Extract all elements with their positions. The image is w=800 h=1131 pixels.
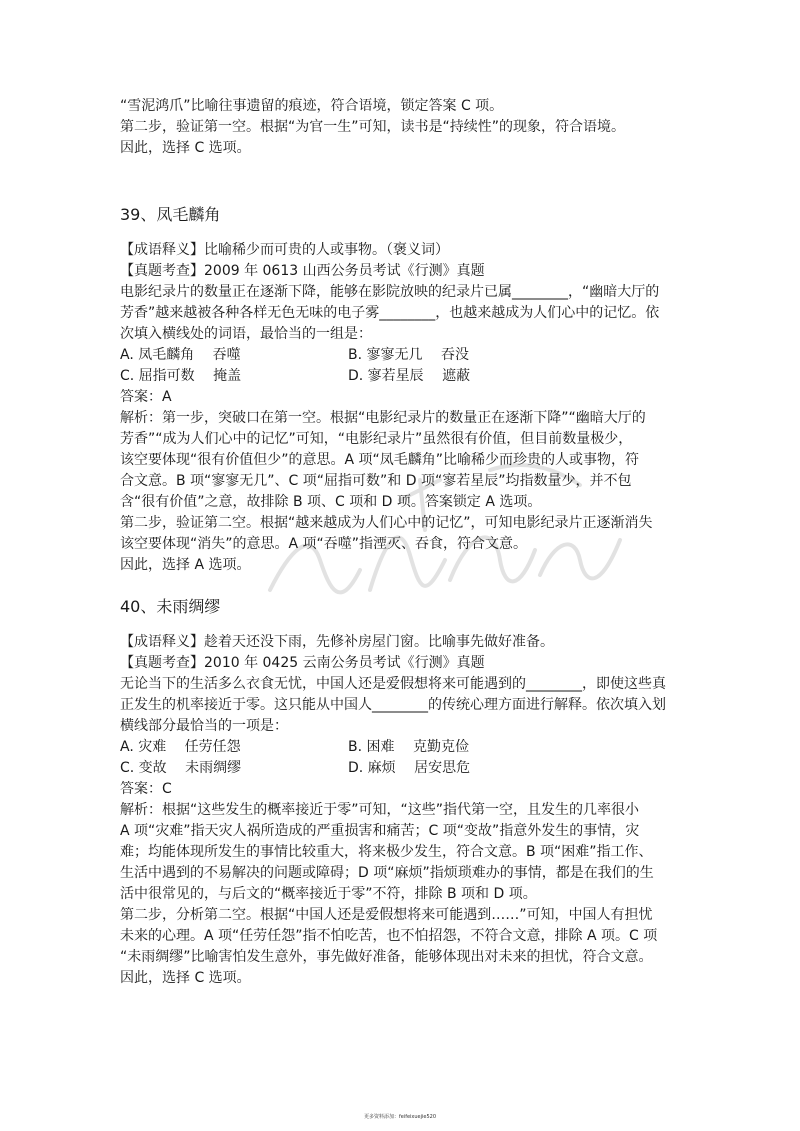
option-b: B. 困难 克勤克俭 xyxy=(348,739,469,755)
analysis-line: 生活中遇到的不易解决的问题或障碍；D 项“麻烦”指烦琐难办的事情，都是在我们的生 xyxy=(120,865,654,881)
question-line: 横线部分最恰当的一项是： xyxy=(120,718,288,734)
question-line: 电影纪录片的数量正在逐渐下降，能够在影院放映的纪录片已属________，“幽暗大厅的 xyxy=(120,284,660,300)
option-c: C. 变故 未雨绸缪 xyxy=(120,760,242,776)
option-a: A. 凤毛麟角 吞噬 xyxy=(120,347,241,363)
option-d: D. 寥若星辰 遮蔽 xyxy=(348,368,471,384)
analysis-line: 解析：根据“这些发生的概率接近于零”可知，“这些”指代第一空，且发生的几率很小 xyxy=(120,802,640,818)
analysis-line: 难；均能体现所发生的事情比较重大，将来极少发生，符合文意。B 项“困难”指工作、 xyxy=(120,844,653,860)
analysis-line: 该空要体现“很有价值但少”的意思。A 项“凤毛麟角”比喻稀少而珍贵的人或事物，符 xyxy=(120,452,640,468)
analysis-line: 因此，选择 C 选项。 xyxy=(120,970,251,986)
options-row xyxy=(120,345,686,366)
analysis-line: 合文意。B 项“寥寥无几”、C 项“屈指可数”和 D 项“寥若星辰”均指数量少，并不包 xyxy=(120,473,632,489)
options-row xyxy=(120,737,686,758)
idiom-meaning: 【成语释义】比喻稀少而可贵的人或事物。（褒义词） xyxy=(120,242,449,258)
text-line: 第二步，验证第一空。根据“为官一生”可知，读书是“持续性”的现象，符合语境。 xyxy=(120,119,626,135)
analysis-line: “未雨绸缪”比喻害怕发生意外，事先做好准备，能够体现出对未来的担忧，符合文意。 xyxy=(120,949,653,965)
option-a: A. 灾难 任劳任怨 xyxy=(120,739,241,755)
section-heading: 40、未雨绸缪 xyxy=(120,597,221,616)
analysis-line: 该空要体现“消失”的意思。A 项“吞噬”指湮灭、吞食，符合文意。 xyxy=(120,536,528,552)
options-row xyxy=(120,366,686,387)
analysis-line: 第二步，验证第二空。根据“越来越成为人们心中的记忆”，可知电影纪录片正逐渐消失 xyxy=(120,515,653,531)
question-line: 次填入横线处的词语，最恰当的一组是： xyxy=(120,326,372,342)
question-39 xyxy=(120,204,686,576)
analysis-line: A 项“灾难”指天灾人祸所造成的严重损害和痛苦；C 项“变故”指意外发生的事情，灾 xyxy=(120,823,640,839)
option-b: B. 寥寥无几 吞没 xyxy=(348,347,469,363)
analysis-line: 解析：第一步，突破口在第一空。根据“电影纪录片的数量正在逐渐下降”“幽暗大厅的 xyxy=(120,410,646,426)
options-row xyxy=(120,758,686,779)
option-c: C. 屈指可数 掩盖 xyxy=(120,368,242,384)
exam-source: 【真题考查】2010 年 0425 云南公务员考试《行测》真题 xyxy=(120,655,485,671)
previous-answer-tail xyxy=(120,96,686,159)
option-d: D. 麻烦 居安思危 xyxy=(348,760,471,776)
analysis-line: 芳香”“成为人们心中的记忆”可知，“电影纪录片”虽然很有价值，但目前数量极少， xyxy=(120,431,633,447)
answer: 答案：A xyxy=(120,389,172,405)
footer-note: 更多资料添加：feifeixuejie520 xyxy=(363,1114,437,1120)
question-line: 芳香”越来越被各种各样无色无味的电子雾________，也越来越成为人们心中的记忆。依 xyxy=(120,305,660,321)
section-heading: 39、凤毛麟角 xyxy=(120,205,221,224)
text-line: 因此，选择 C 选项。 xyxy=(120,140,251,156)
answer: 答案：C xyxy=(120,781,172,797)
analysis-line: 第二步，分析第二空。根据“中国人还是爱假想将来可能遇到……”可知，中国人有担忧 xyxy=(120,907,653,923)
analysis-line: 因此，选择 A 选项。 xyxy=(120,557,251,573)
question-line: 正发生的机率接近于零。这只能从中国人________的传统心理方面进行解释。依次填入划 xyxy=(120,697,666,713)
analysis-line: 活中很常见的，与后文的“概率接近于零”不符，排除 B 项和 D 项。 xyxy=(120,886,537,902)
analysis-line: 含“很有价值”之意，故排除 B 项、C 项和 D 项。答案锁定 A 选项。 xyxy=(120,494,542,510)
analysis-line: 未来的心理。A 项“任劳任怨”指不怕吃苦，也不怕招怨，不符合文意，排除 A 项。C 项 xyxy=(120,928,658,944)
question-line: 无论当下的生活多么衣食无忧，中国人还是爱假想将来可能遇到的________，即使这些真 xyxy=(120,676,666,692)
idiom-meaning: 【成语释义】趁着天还没下雨，先修补房屋门窗。比喻事先做好准备。 xyxy=(120,634,554,650)
text-line: “雪泥鸿爪”比喻往事遗留的痕迹，符合语境，锁定答案 C 项。 xyxy=(120,98,504,114)
question-40 xyxy=(120,596,686,989)
exam-source: 【真题考查】2009 年 0613 山西公务员考试《行测》真题 xyxy=(120,263,485,279)
